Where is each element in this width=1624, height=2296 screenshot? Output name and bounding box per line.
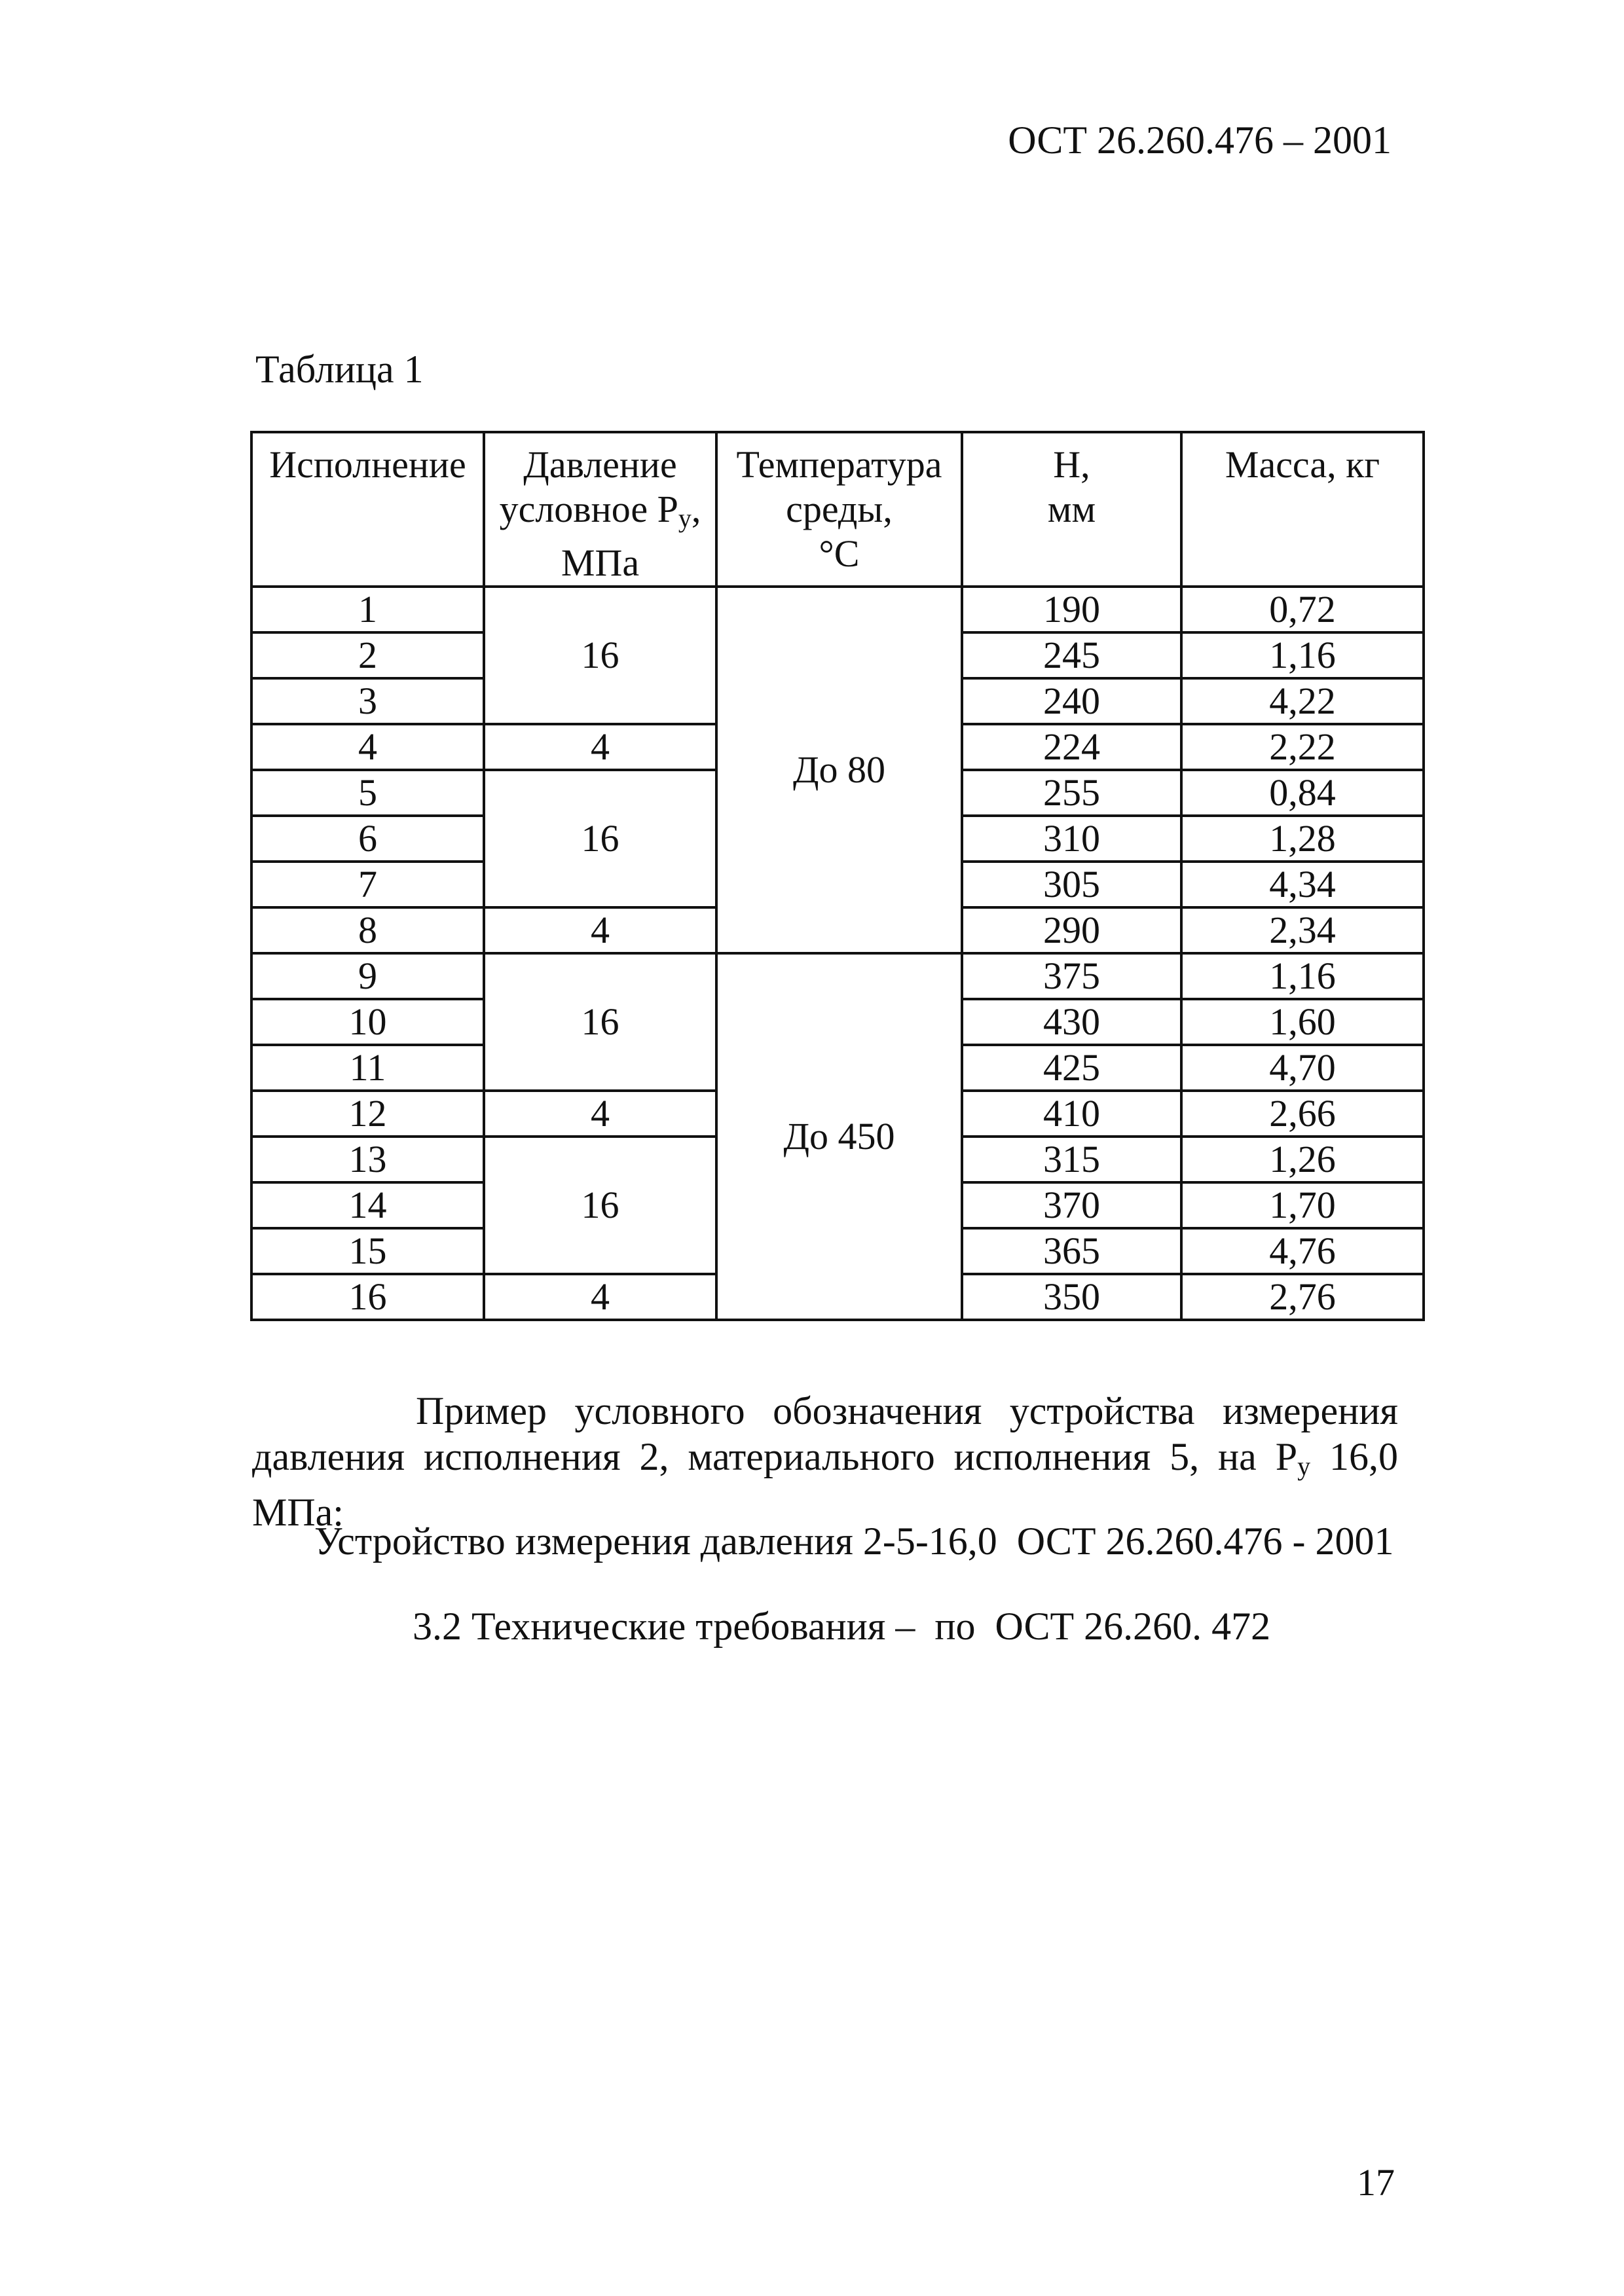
- header-height: Н, мм: [962, 432, 1181, 587]
- cell-temperature: До 450: [716, 953, 962, 1320]
- cell-mass: 1,16: [1181, 632, 1424, 678]
- cell-pressure: 4: [484, 1091, 716, 1137]
- cell-execution: 4: [251, 724, 484, 770]
- cell-mass: 4,70: [1181, 1045, 1424, 1091]
- cell-mass: 1,26: [1181, 1137, 1424, 1182]
- cell-execution: 15: [251, 1228, 484, 1274]
- cell-mass: 4,22: [1181, 678, 1424, 724]
- cell-mass: 2,66: [1181, 1091, 1424, 1137]
- table-row: [251, 587, 1424, 632]
- cell-pressure: 16: [484, 953, 716, 1091]
- cell-pressure: 4: [484, 1274, 716, 1320]
- cell-height: 430: [962, 999, 1181, 1045]
- cell-mass: 0,72: [1181, 587, 1424, 632]
- header-pressure: Давление условное $Р_у$, МПа: [484, 432, 716, 587]
- cell-height: 350: [962, 1274, 1181, 1320]
- cell-pressure: 4: [484, 907, 716, 953]
- header-temperature: Температура среды, °С: [716, 432, 962, 587]
- cell-execution: 7: [251, 862, 484, 907]
- cell-execution: 10: [251, 999, 484, 1045]
- cell-height: 240: [962, 678, 1181, 724]
- cell-height: 410: [962, 1091, 1181, 1137]
- cell-height: 290: [962, 907, 1181, 953]
- cell-execution: 5: [251, 770, 484, 816]
- designation-example-paragraph: Пример условного обозначения устройства измерения давления исполнения 2, материального исполнения 5, на $Р_у$ 16,0 МПа:: [252, 1389, 1399, 1534]
- cell-execution: 8: [251, 907, 484, 953]
- cell-pressure: 16: [484, 587, 716, 724]
- page-number: 17: [1357, 2161, 1395, 2204]
- cell-pressure: 4: [484, 724, 716, 770]
- cell-height: 245: [962, 632, 1181, 678]
- cell-pressure: 16: [484, 1137, 716, 1274]
- cell-execution: 11: [251, 1045, 484, 1091]
- cell-mass: 2,22: [1181, 724, 1424, 770]
- table-header-row: [251, 432, 1424, 587]
- cell-execution: 9: [251, 953, 484, 999]
- cell-height: 255: [962, 770, 1181, 816]
- technical-requirements: 3.2 Технические требования – по ОСТ 26.260. 472: [413, 1605, 1271, 1648]
- cell-execution: 3: [251, 678, 484, 724]
- cell-height: 310: [962, 816, 1181, 862]
- cell-pressure: 16: [484, 770, 716, 907]
- designation-example: Устройство измерения давления 2-5-16,0 ОСТ 26.260.476 - 2001: [314, 1520, 1394, 1563]
- table-row: [251, 953, 1424, 999]
- cell-mass: 1,70: [1181, 1182, 1424, 1228]
- cell-mass: 4,76: [1181, 1228, 1424, 1274]
- header-execution: Исполнение: [251, 432, 484, 587]
- cell-mass: 4,34: [1181, 862, 1424, 907]
- spec-table: [250, 431, 1425, 1321]
- header-mass: Масса, кг: [1181, 432, 1424, 587]
- cell-mass: 1,60: [1181, 999, 1424, 1045]
- cell-height: 425: [962, 1045, 1181, 1091]
- cell-execution: 12: [251, 1091, 484, 1137]
- cell-height: 305: [962, 862, 1181, 907]
- cell-mass: 2,76: [1181, 1274, 1424, 1320]
- cell-execution: 6: [251, 816, 484, 862]
- cell-mass: 1,28: [1181, 816, 1424, 862]
- cell-mass: 2,34: [1181, 907, 1424, 953]
- cell-temperature: До 80: [716, 587, 962, 953]
- cell-execution: 14: [251, 1182, 484, 1228]
- cell-mass: 1,16: [1181, 953, 1424, 999]
- cell-height: 365: [962, 1228, 1181, 1274]
- table-caption: Таблица 1: [255, 348, 424, 391]
- cell-height: 224: [962, 724, 1181, 770]
- cell-execution: 13: [251, 1137, 484, 1182]
- cell-execution: 1: [251, 587, 484, 632]
- cell-height: 315: [962, 1137, 1181, 1182]
- cell-height: 370: [962, 1182, 1181, 1228]
- cell-mass: 0,84: [1181, 770, 1424, 816]
- cell-execution: 16: [251, 1274, 484, 1320]
- cell-height: 190: [962, 587, 1181, 632]
- cell-execution: 2: [251, 632, 484, 678]
- cell-height: 375: [962, 953, 1181, 999]
- document-code: ОСТ 26.260.476 – 2001: [1008, 118, 1392, 162]
